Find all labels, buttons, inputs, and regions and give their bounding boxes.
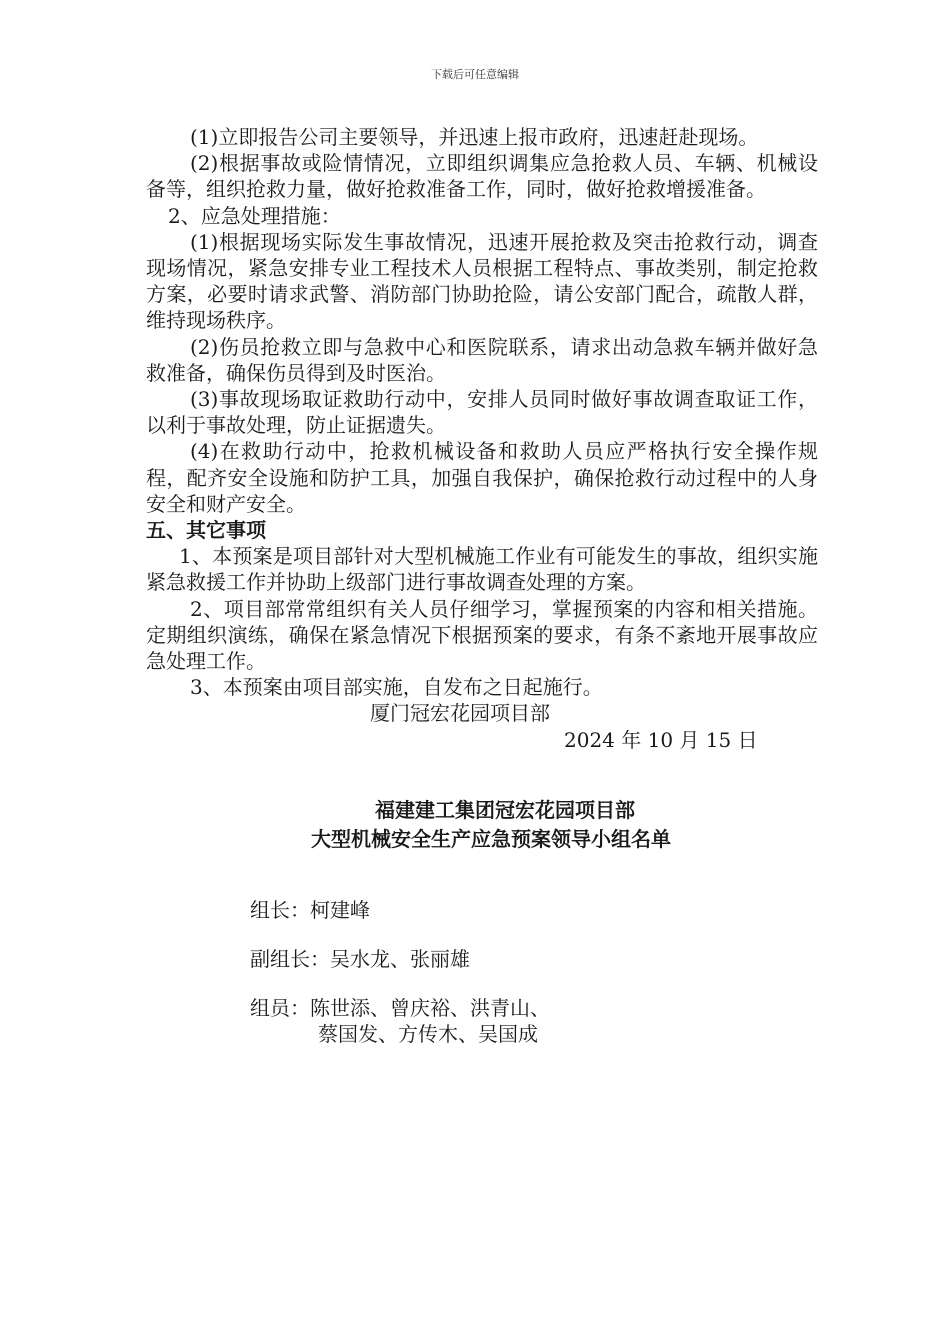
paragraph: 2、项目部常常组织有关人员仔细学习，掌握预案的内容和相关措施。定期组织演练，确保在紧急情况下根据预案的要求，有条不紊地开展事故应急处理工作。 — [146, 596, 818, 674]
list-title-line2: 大型机械安全生产应急预案领导小组名单 — [311, 827, 671, 851]
section-heading: 五、其它事项 — [146, 518, 266, 543]
paragraph: (2)伤员抢救立即与急救中心和医院联系，请求出动急救车辆并做好急救准备，确保伤员得到及时医治。 — [146, 334, 818, 385]
paragraph: 3、本预案由项目部实施，自发布之日起施行。 — [190, 675, 603, 700]
members-names-line2: 蔡国发、方传木、吴国成 — [318, 1022, 538, 1046]
paragraph: (1)立即报告公司主要领导，并迅速上报市政府，迅速赶赴现场。 — [190, 125, 759, 149]
list-title-line1: 福建建工集团冠宏花园项目部 — [375, 798, 635, 822]
leader-label: 组长： — [250, 898, 310, 922]
paragraph: (1)根据现场实际发生事故情况，迅速开展抢救及突击抢救行动，调查现场情况，紧急安排专业工程技术人员根据工程特点、事故类别，制定抢救方案，必要时请求武警、消防部门协助抢险，请公安部门配合，疏散人群，维持现场秩序。 — [146, 229, 818, 333]
deputy-row — [250, 946, 750, 972]
leader-row — [250, 897, 750, 923]
paragraph: 1、本预案是项目部针对大型机械施工作业有可能发生的事故，组织实施紧急救援工作并协助上级部门进行事故调查处理的方案。 — [146, 544, 818, 595]
members-names-line1: 陈世添、曾庆裕、洪青山、 — [310, 996, 550, 1020]
paragraph: (3)事故现场取证救助行动中，安排人员同时做好事故调查取证工作，以利于事故处理，防止证据遗失。 — [146, 387, 818, 438]
signature-org: 厦门冠宏花园项目部 — [370, 701, 550, 726]
signature-date: 2024 年 10 月 15 日 — [564, 727, 758, 752]
list-title — [0, 796, 950, 854]
members-label: 组员： — [250, 996, 310, 1020]
header-note: 下载后可任意编辑 — [431, 68, 519, 81]
members-row — [250, 995, 750, 1047]
document-body — [146, 124, 818, 753]
subheading: 2、应急处理措施： — [168, 203, 341, 228]
leader-name: 柯建峰 — [310, 898, 370, 922]
deputy-label: 副组长： — [250, 947, 330, 971]
paragraph: (4)在救助行动中，抢救机械设备和救助人员应严格执行安全操作规程，配齐安全设施和防护工具，加强自我保护，确保抢救行动过程中的人身安全和财产安全。 — [146, 439, 818, 516]
paragraph: (2)根据事故或险情情况，立即组织调集应急抢救人员、车辆、机械设备等，组织抢救力量，做好抢救准备工作，同时，做好抢救增援准备。 — [146, 151, 818, 202]
deputy-names: 吴水龙、张丽雄 — [330, 947, 470, 971]
